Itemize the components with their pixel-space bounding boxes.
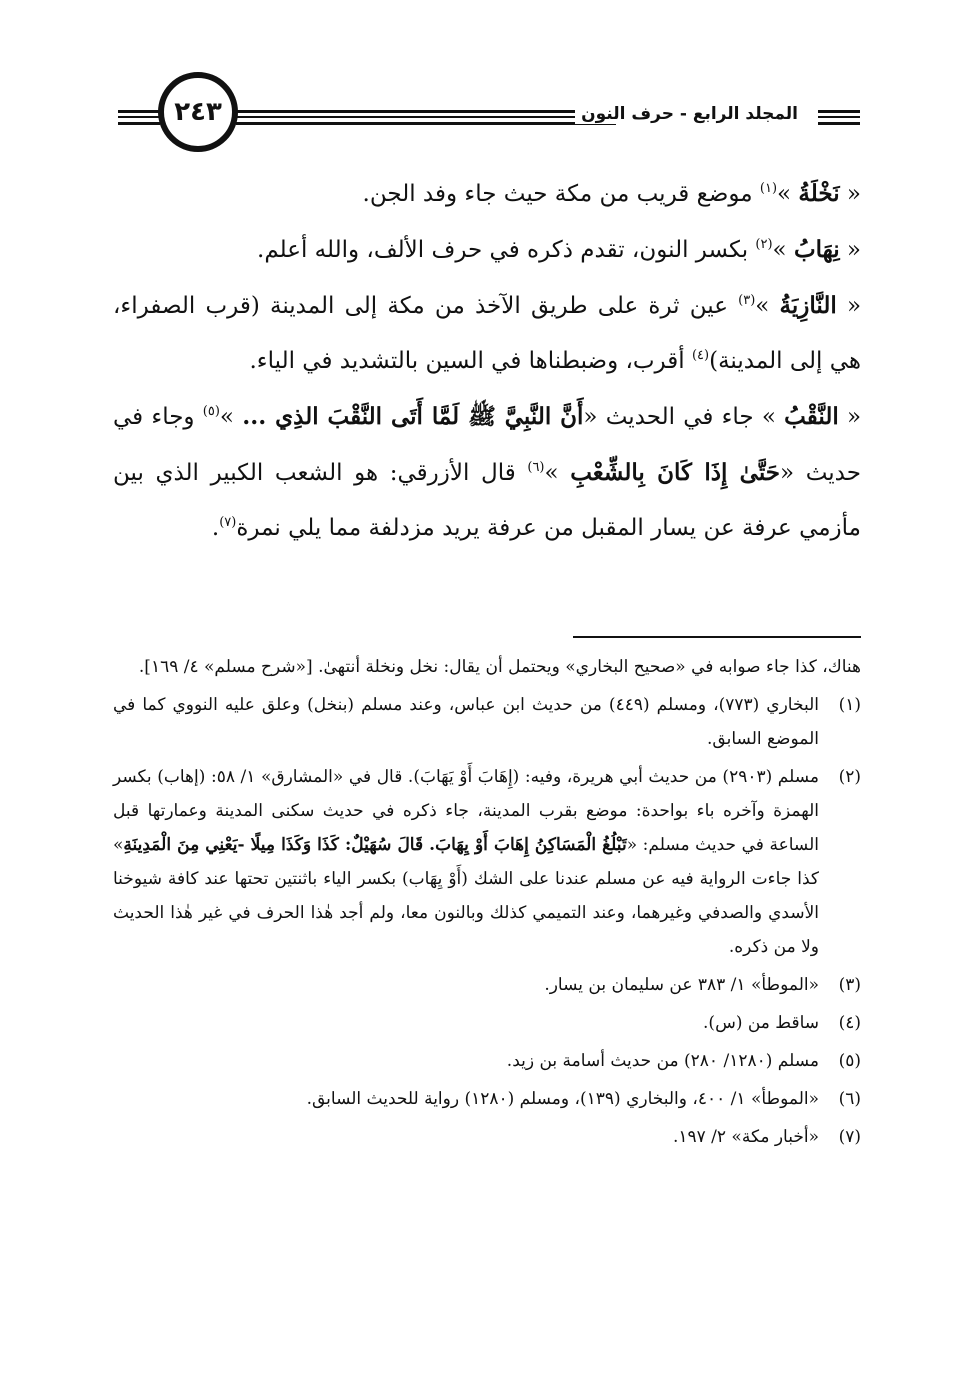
main-text: [113, 166, 861, 556]
entry-naqb: « النَّقْبُ » جاء في الحديث «أَنَّ النَّبِيَّ ﷺ لَمَّا أَتَى النَّقْبَ الذِي ... »$^{(٥)}$ وجاء في حديث «حَتَّىٰ إِذَا كَانَ بِالشِّعْبِ »$^{(٦)}$ قال الأزرقي: هو الشعب الكبير الذي بين مأزمي عرفة عن يسار المقبل من عرفة يريد مزدلفة مما يلي نمرة$^{(٧)}$.: [113, 403, 862, 541]
footnote-marker: (٥): [202, 404, 220, 419]
footnote-text: ساقط من (س).: [703, 1013, 819, 1033]
footnote-text: مسلم (١٢٨٠/ ٢٨٠) من حديث أسامة بن زيد.: [506, 1051, 819, 1071]
entry-text: جاء في الحديث «: [583, 404, 762, 430]
running-title: المجلد الرابع - حرف النون: [575, 104, 804, 124]
footnote-1: [113, 688, 861, 756]
footnote-3: [113, 968, 861, 1002]
footnote-marker: (٦): [527, 460, 545, 475]
header-rule: [236, 122, 616, 125]
header-rule: [818, 116, 860, 118]
header-rule: [818, 122, 860, 125]
entry-text: أقرب، وضبطناها في السين بالتشديد في الياء.: [249, 348, 692, 374]
entry-text: وجاء في حديث «: [113, 404, 861, 486]
header-rule: [118, 122, 160, 125]
header-rule: [236, 116, 616, 118]
entry-naziya: « النَّازِيَةُ »$^{(٣)}$ عين ثرة على طريق الآخذ من مكة إلى المدينة (قرب الصفراء، هي إلى المدينة)$^{(٤)}$ أقرب، وضبطناها في السين بالتشديد في الياء.: [113, 292, 862, 374]
footnotes: [113, 650, 861, 1158]
entry-text: قال الأزرقي: هو الشعب الكبير الذي بين مأزمي عرفة عن يسار المقبل من عرفة يريد مزدلفة مما يلي نمرة: [113, 460, 861, 541]
footnote-text: مسلم (٢٩٠٣) من حديث أبي هريرة، وفيه: (إِهَابَ أَوْ يَهَابَ). قال في «المشارق» ١/ ٥٨: (إهاب) بكسر الهمزة وآخره باء بواحدة: موضع بقرب المدينة، جاء ذكره في حديث سكنى المدينة وعمارتها قبل الساعة في حديث مسلم: «تَبْلُغُ الْمَسَاكِنُ إِهَابَ أَوْ يِهَابَ. قَالَ سُهَيْلٌ: كَذَا وَكَذَا مِيلًا -يَعْنِي مِنَ الْمَدِينَةِ» كذا جاءت الرواية فيه عن مسلم عندنا على الشك (أَوْ يِهَاب) بكسر الياء باثنتين تحتها عند كافة شيوخنا الأسدي والصدفي وغيرهما، وعند التميمي كذلك وبالنون معا، ولم أجد هٰذا الحرف في غير هٰذا الحديث ولا من ذكره.: [113, 767, 820, 957]
footnote-number: (٧): [838, 1127, 861, 1147]
entry-keyword: النَّازِيَةُ: [779, 292, 837, 319]
footnote-marker: (٢): [755, 237, 773, 252]
hadith-quote: تَبْلُغُ الْمَسَاكِنُ إِهَابَ أَوْ يِهَابَ. قَالَ سُهَيْلٌ: كَذَا وَكَذَا مِيلًا -يَعْنِي مِنَ الْمَدِينَةِ: [123, 835, 627, 855]
footnote-2: [113, 760, 861, 964]
footnote-continuation: هناك، كذا جاء صوابه في «صحيح البخاري» ويحتمل أن يقال: نخل ونخلة أنتهىٰ. [«شرح مسلم» ٤/ ١٦٩].: [138, 657, 861, 677]
entry-keyword: النَّقْبُ: [784, 403, 839, 430]
footnote-number: (١): [838, 695, 861, 715]
footnote-number: (٥): [838, 1051, 861, 1071]
footnote-number: (٣): [838, 975, 861, 995]
footnote-text: «الموطأ» ١/ ٣٨٣ عن سليمان بن يسار.: [544, 975, 819, 995]
page-number-badge: [158, 72, 238, 152]
footnote-marker: (٧): [219, 515, 237, 530]
page-header: [118, 70, 860, 158]
hadith-quote: أَنَّ النَّبِيَّ ﷺ لَمَّا أَتَى النَّقْبَ الذِي ...: [242, 403, 584, 430]
footnote-text: «أخبار مكة» ٢/ ١٩٧.: [672, 1127, 819, 1147]
footnote-text: البخاري (٧٧٣)، ومسلم (٤٤٩) من حديث ابن عباس، وعند مسلم (بنخل) وعلق عليه النووي كما في الموضع السابق.: [113, 695, 819, 749]
footnote-separator: [573, 636, 861, 638]
footnote-marker: (٣): [738, 293, 756, 308]
footnote-marker: (١): [759, 181, 778, 196]
footnote-4: [113, 1006, 861, 1040]
entry-text: موضع قريب من مكة حيث جاء وفد الجن.: [362, 181, 760, 207]
entry-text: عين ثرة على طريق الآخذ من مكة إلى المدينة (قرب الصفراء، هي إلى المدينة): [113, 293, 861, 374]
entry-keyword: نَخْلَةُ: [798, 180, 840, 207]
entry-text: بكسر النون، تقدم ذكره في حرف الألف، والله أعلم.: [257, 237, 756, 263]
header-rule: [118, 116, 160, 118]
header-rule: [236, 110, 616, 113]
footnote-6: [113, 1082, 861, 1116]
footnote-number: (٤): [838, 1013, 861, 1033]
footnote-marker: (٤): [691, 348, 710, 363]
footnote-7: [113, 1120, 861, 1154]
footnote-number: (٢): [838, 767, 861, 787]
entry-keyword: نِهَابُ: [793, 236, 840, 263]
footnote-number: (٦): [838, 1089, 861, 1109]
hadith-quote: حَتَّىٰ إِذَا كَانَ بِالشِّعْبِ: [570, 459, 780, 486]
page-number: ٢٤٣: [174, 97, 222, 127]
footnote-5: [113, 1044, 861, 1078]
header-rule: [118, 110, 160, 113]
entry-nakhla: « نَخْلَةُ »$^{(١)}$ موضع قريب من مكة حيث جاء وفد الجن.: [362, 180, 861, 207]
entry-nihab: « نِهَابُ »$^{(٢)}$ بكسر النون، تقدم ذكره في حرف الألف، والله أعلم.: [257, 236, 861, 263]
footnote-text: «الموطأ» ١/ ٤٠٠، والبخاري (١٣٩)، ومسلم (١٢٨٠) رواية للحديث السابق.: [306, 1089, 819, 1109]
header-rule: [818, 110, 860, 113]
